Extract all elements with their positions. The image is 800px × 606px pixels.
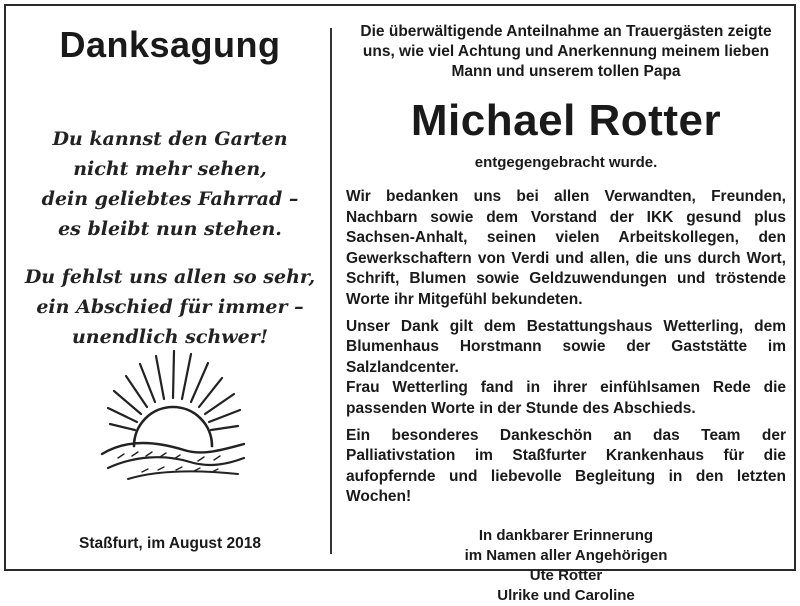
closing-signature	[346, 526, 786, 606]
sunset-over-hills-icon	[98, 346, 248, 481]
closing-line: In dankbarer Erinnerung	[478, 526, 654, 544]
thanks-paragraph: Wir bedanken uns bei allen Verwandten, Freunden, Nachbarn sowie dem Vorstand der IKK gesund plus Sachsen-Anhalt, seinen vielen Arbeitskollegen, den Gewerkschaftern von Verdi und allen, die uns durch Wort, Schrift, Blumen sowie Geldzuwendungen und tröstende Worte ihr Mitgefühl bekundeten.	[346, 188, 786, 308]
deceased-name: Michael Rotter	[410, 96, 722, 145]
poem-line: Du kannst den Garten	[52, 128, 288, 150]
closing-line: im Namen aller Angehörigen	[464, 546, 668, 564]
left-column	[20, 16, 320, 561]
thanks-paragraph: Unser Dank gilt dem Bestattungshaus Wetterling, dem Blumenhaus Horstmann sowie der Gaststätte im Salzlandcenter.	[346, 317, 786, 376]
signer-name: Ute Rotter	[529, 566, 603, 584]
place-and-date: Staßfurt, im August 2018	[78, 535, 261, 552]
signer-name: Ulrike und Caroline	[497, 586, 635, 604]
poem-line: Du fehlst uns allen so sehr,	[24, 266, 316, 288]
obituary-notice	[4, 4, 796, 604]
column-divider	[330, 28, 332, 554]
poem-line: ein Abschied für immer –	[36, 296, 304, 318]
right-column	[346, 16, 786, 604]
notice-heading: Danksagung	[59, 24, 281, 65]
poem-line: nicht mehr sehen,	[73, 158, 267, 180]
poem-line: unendlich schwer!	[71, 326, 269, 348]
thanks-paragraph: Ein besonderes Dankeschön an das Team der Palliativstation im Staßfurter Krankenhaus für die aufopfernde und liebevolle Begleitung in den letzten Wochen!	[346, 426, 786, 506]
intro-line: Die überwältigende Anteilnahme an Trauergästen zeigte	[360, 23, 772, 40]
poem-line: dein geliebtes Fahrrad –	[41, 188, 299, 210]
intro-line: Mann und unserem tollen Papa	[451, 63, 681, 80]
poem-line: es bleibt nun stehen.	[58, 218, 282, 240]
thanks-paragraph: Frau Wetterling fand in ihrer einfühlsamen Rede die passenden Worte in der Stunde des Abschieds.	[346, 379, 786, 417]
intro-line: uns, wie viel Achtung und Anerkennung meinem lieben	[362, 43, 770, 60]
poem-stanza-2	[20, 262, 320, 352]
intro-text	[346, 22, 786, 82]
poem-stanza-1	[20, 124, 320, 244]
after-name-text: entgegengebracht wurde.	[474, 154, 658, 171]
